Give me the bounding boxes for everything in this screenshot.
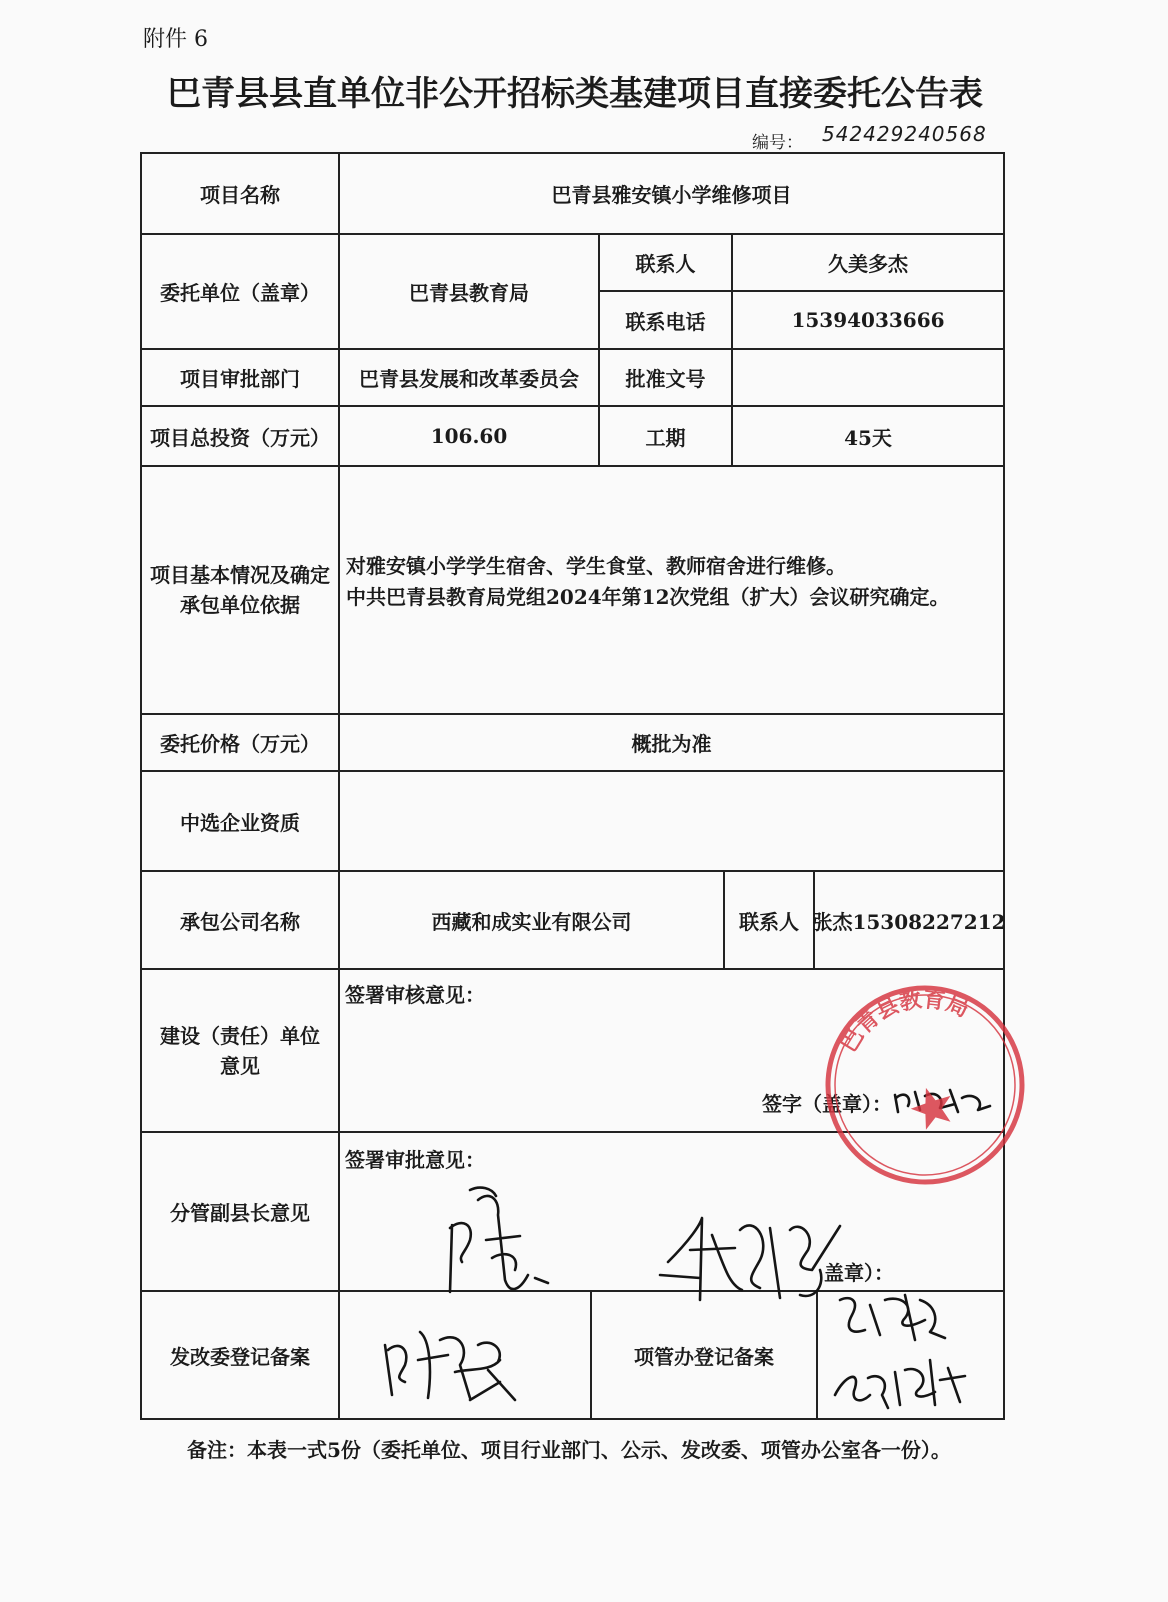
approval-no-label-cell — [598, 348, 733, 407]
price-value: 概批为准 — [631, 732, 712, 756]
contractor-contact-value-cell — [813, 870, 1005, 970]
phone-value: 15394033666 — [791, 308, 945, 332]
basis-text — [346, 551, 950, 613]
qualification-label-cell — [140, 770, 340, 872]
duration-label: 工期 — [645, 425, 686, 450]
project-name-value: 巴青县雅安镇小学维修项目 — [551, 183, 792, 207]
price-label-cell — [140, 713, 340, 772]
seal-text-path: 巴青县教育局 — [835, 986, 973, 1057]
contractor-contact-value: 张杰15308227212 — [812, 909, 1006, 934]
basis-line: 中共巴青县教育局党组2024年第12次党组（扩大）会议研究确定。 — [346, 585, 950, 609]
phone-value-cell — [731, 290, 1005, 350]
phone-label-cell — [598, 290, 733, 350]
pmo-record-label: 项管办登记备案 — [634, 1344, 774, 1369]
qualification-value-cell — [338, 770, 1005, 872]
client-value-cell — [338, 233, 600, 350]
basis-value-cell — [338, 465, 1005, 715]
construction-opinion-label-line2: 意见 — [220, 1053, 260, 1078]
page-title: 巴青县县直单位非公开招标类基建项目直接委托公告表 — [167, 74, 983, 114]
footer-note: 备注：本表一式5份（委托单位、项目行业部门、公示、发改委、项管办公室各一份）。 — [187, 1438, 951, 1462]
project-name-label: 项目名称 — [200, 183, 280, 207]
duration-value-cell — [731, 405, 1005, 467]
pmo-record-signature-cell — [816, 1290, 1005, 1420]
duration-label-cell — [598, 405, 733, 467]
construction-opinion-prompt: 签署审核意见： — [345, 983, 485, 1007]
deputy-opinion-label-cell — [140, 1131, 340, 1292]
price-value-cell — [338, 713, 1005, 772]
contractor-contact-label-cell — [723, 870, 815, 970]
total-investment-value: 106.60 — [430, 424, 508, 448]
basis-label-line2: 承包单位依据 — [180, 593, 300, 617]
contractor-value-cell — [338, 870, 725, 970]
project-name-value-cell — [338, 152, 1005, 235]
approval-no-label: 批准文号 — [625, 367, 706, 391]
construction-opinion-value-cell — [338, 968, 1005, 1133]
project-name-label-cell — [140, 152, 340, 235]
contact-value-cell — [731, 233, 1005, 292]
ndrc-record-signature-cell — [338, 1290, 592, 1420]
deputy-sign-label: 盖章）： — [824, 1261, 894, 1285]
phone-label: 联系电话 — [625, 309, 706, 334]
total-investment-label: 项目总投资（万元） — [150, 425, 330, 450]
approval-dept-label: 项目审批部门 — [180, 367, 300, 391]
deputy-opinion-prompt: 签署审批意见： — [345, 1148, 485, 1172]
approval-dept-label-cell — [140, 348, 340, 407]
qualification-label: 中选企业资质 — [180, 810, 300, 835]
client-value: 巴青县教育局 — [409, 281, 529, 305]
contractor-label: 承包公司名称 — [180, 909, 300, 934]
approval-dept-value: 巴青县发展和改革委员会 — [359, 367, 579, 391]
ndrc-record-label: 发改委登记备案 — [170, 1344, 310, 1369]
deputy-opinion-label: 分管副县长意见 — [170, 1201, 310, 1225]
client-label-cell — [140, 233, 340, 350]
total-investment-label-cell — [140, 405, 340, 467]
construction-opinion-label-cell — [140, 968, 340, 1133]
approval-dept-value-cell — [338, 348, 600, 407]
basis-line: 对雅安镇小学学生宿舍、学生食堂、教师宿舍进行维修。 — [346, 554, 846, 578]
construction-opinion-label-line1: 建设（责任）单位 — [160, 1023, 320, 1048]
serial-number-handwritten: 542429240568 — [822, 122, 987, 146]
client-label: 委托单位（盖章） — [160, 281, 320, 305]
basis-label-line1: 项目基本情况及确定 — [150, 563, 330, 587]
construction-sign-label: 签字（盖章）： — [762, 1092, 892, 1116]
price-label: 委托价格（万元） — [160, 732, 320, 756]
ndrc-record-label-cell — [140, 1290, 340, 1420]
contact-value: 久美多杰 — [828, 252, 908, 276]
contact-label-cell — [598, 233, 733, 292]
attachment-label: 附件 6 — [143, 27, 208, 52]
deputy-opinion-value-cell — [338, 1131, 1005, 1292]
pmo-record-label-cell — [590, 1290, 818, 1420]
approval-no-value-cell — [731, 348, 1005, 407]
basis-label-cell — [140, 465, 340, 715]
duration-value: 45天 — [844, 425, 892, 450]
serial-label: 编号： — [752, 133, 803, 153]
contact-label: 联系人 — [635, 252, 696, 276]
total-investment-value-cell — [338, 405, 600, 467]
contractor-label-cell — [140, 870, 340, 970]
contractor-contact-label: 联系人 — [739, 909, 799, 934]
contractor-value: 西藏和成实业有限公司 — [431, 909, 632, 934]
